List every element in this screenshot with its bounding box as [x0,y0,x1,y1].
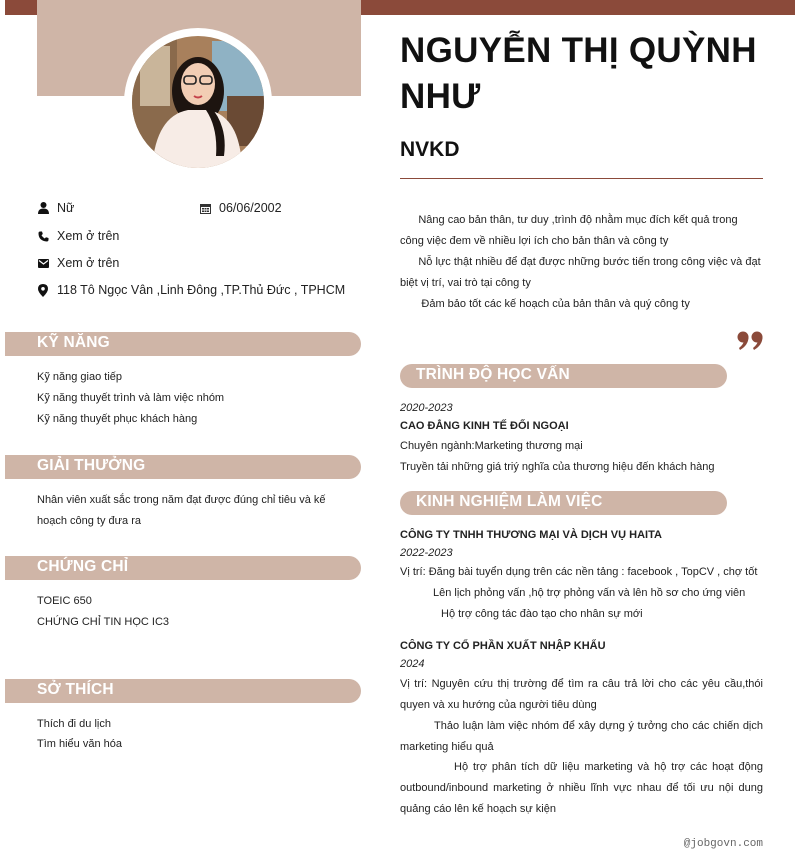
education-school: CAO ĐẲNG KINH TẾ ĐỐI NGOẠI [400,420,569,432]
phone-icon [37,230,49,242]
education-major: Chuyên ngành:Marketing thương mại [400,440,583,452]
award-item: hoạch công ty đưa ra [37,515,141,527]
candidate-name: NGUYỄN THỊ QUỲNH NHƯ [400,31,757,116]
calendar-icon [199,202,211,214]
avatar-frame [124,28,272,176]
award-item: Nhân viên xuất sắc trong năm đạt được đúng chỉ tiêu và kế [37,494,326,506]
contact-email [37,256,119,270]
hobby-item: Tìm hiểu văn hóa [37,738,122,750]
job-line: Thảo luận làm việc nhóm để xây dựng ý tưởng cho các chiến dịch marketing hiểu quả [400,720,763,753]
map-marker-icon [37,284,49,296]
contact-birthday [199,201,282,215]
summary-line: biệt vị trí, vai trò tại công ty [400,277,531,289]
job-line: Hộ trợ phân tích dữ liệu marketing và hộ trợ các hoạt động outbound/inbound marketing ở nhiều lĩnh vực nhau để tối ưu nội dung quảng cáo lên kế hoạch sự kiện [400,761,763,815]
section-header-education: TRÌNH ĐỘ HỌC VẤN [400,364,727,388]
summary-line: Đảm bảo tốt các kế hoạch của bản thân và quý công ty [400,298,690,310]
job-company: CÔNG TY CỔ PHẦN XUẤT NHẬP KHẨU [400,640,606,652]
job-line: Lên lịch phỏng vấn ,hộ trợ phỏng vấn và lên hồ sơ cho ứng viên [433,587,746,599]
section-header-skills: KỸ NĂNG [5,332,361,356]
avatar [132,36,264,168]
summary-line: công việc đem về nhiều lợi ích cho bản thân và công ty [400,235,669,247]
certificate-item: TOEIC 650 [37,595,92,607]
job-period: 2022-2023 [400,547,453,559]
birthday-value: 06/06/2002 [219,201,282,215]
job-title: NVKD [400,138,460,161]
education-period: 2020-2023 [400,402,453,414]
summary-line: Nâng cao bản thân, tư duy ,trình độ nhằm mục đích kết quả trong [400,214,738,226]
summary-line: Nỗ lực thật nhiều để đạt được những bước tiến trong công việc và đạt [400,256,761,268]
job-line: Vị trí: Nguyên cứu thị trường để tìm ra câu trả lời cho các yêu cầu,thói quyen và xu hướng của người tiêu dùng [400,678,763,711]
job-period: 2024 [400,658,425,670]
education-description: Truyền tải những giá triý nghĩa của thương hiệu đến khách hàng [400,461,715,473]
section-header-hobbies: SỞ THÍCH [5,679,361,703]
user-icon [37,202,49,214]
address-value: 118 Tô Ngọc Vân ,Linh Đông ,TP.Thủ Đức , TPHCM [57,283,346,297]
section-header-experience: KINH NGHIỆM LÀM VIỆC [400,491,727,515]
closing-quote-icon [737,331,764,356]
contact-phone [37,229,119,243]
job-company: CÔNG TY TNHH THƯƠNG MẠI VÀ DỊCH VỤ HAITA [400,529,662,541]
job-line: Hộ trợ công tác đào tạo cho nhân sự mới [441,608,643,620]
contact-gender [37,201,74,215]
skill-item: Kỹ năng thuyết trình và làm việc nhóm [37,392,225,404]
skill-item: Kỹ năng giao tiếp [37,371,123,383]
section-header-awards: GIẢI THƯỞNG [5,455,361,479]
phone-value: Xem ở trên [57,229,120,243]
certificate-item: CHỨNG CHỈ TIN HỌC IC3 [37,616,170,628]
header-divider [400,178,763,179]
skill-item: Kỹ năng thuyết phục khách hàng [37,413,198,425]
envelope-icon [37,257,49,269]
job-line: Vị trí: Đăng bài tuyển dụng trên các nền tảng : facebook , TopCV , chợ tốt [400,566,758,578]
section-header-certificates: CHỨNG CHỈ [5,556,361,580]
email-value: Xem ở trên [57,256,120,270]
hobby-item: Thích đi du lịch [37,718,111,730]
contact-address [37,283,345,297]
gender-value: Nữ [57,201,75,215]
watermark: @jobgovn.com [683,838,763,850]
